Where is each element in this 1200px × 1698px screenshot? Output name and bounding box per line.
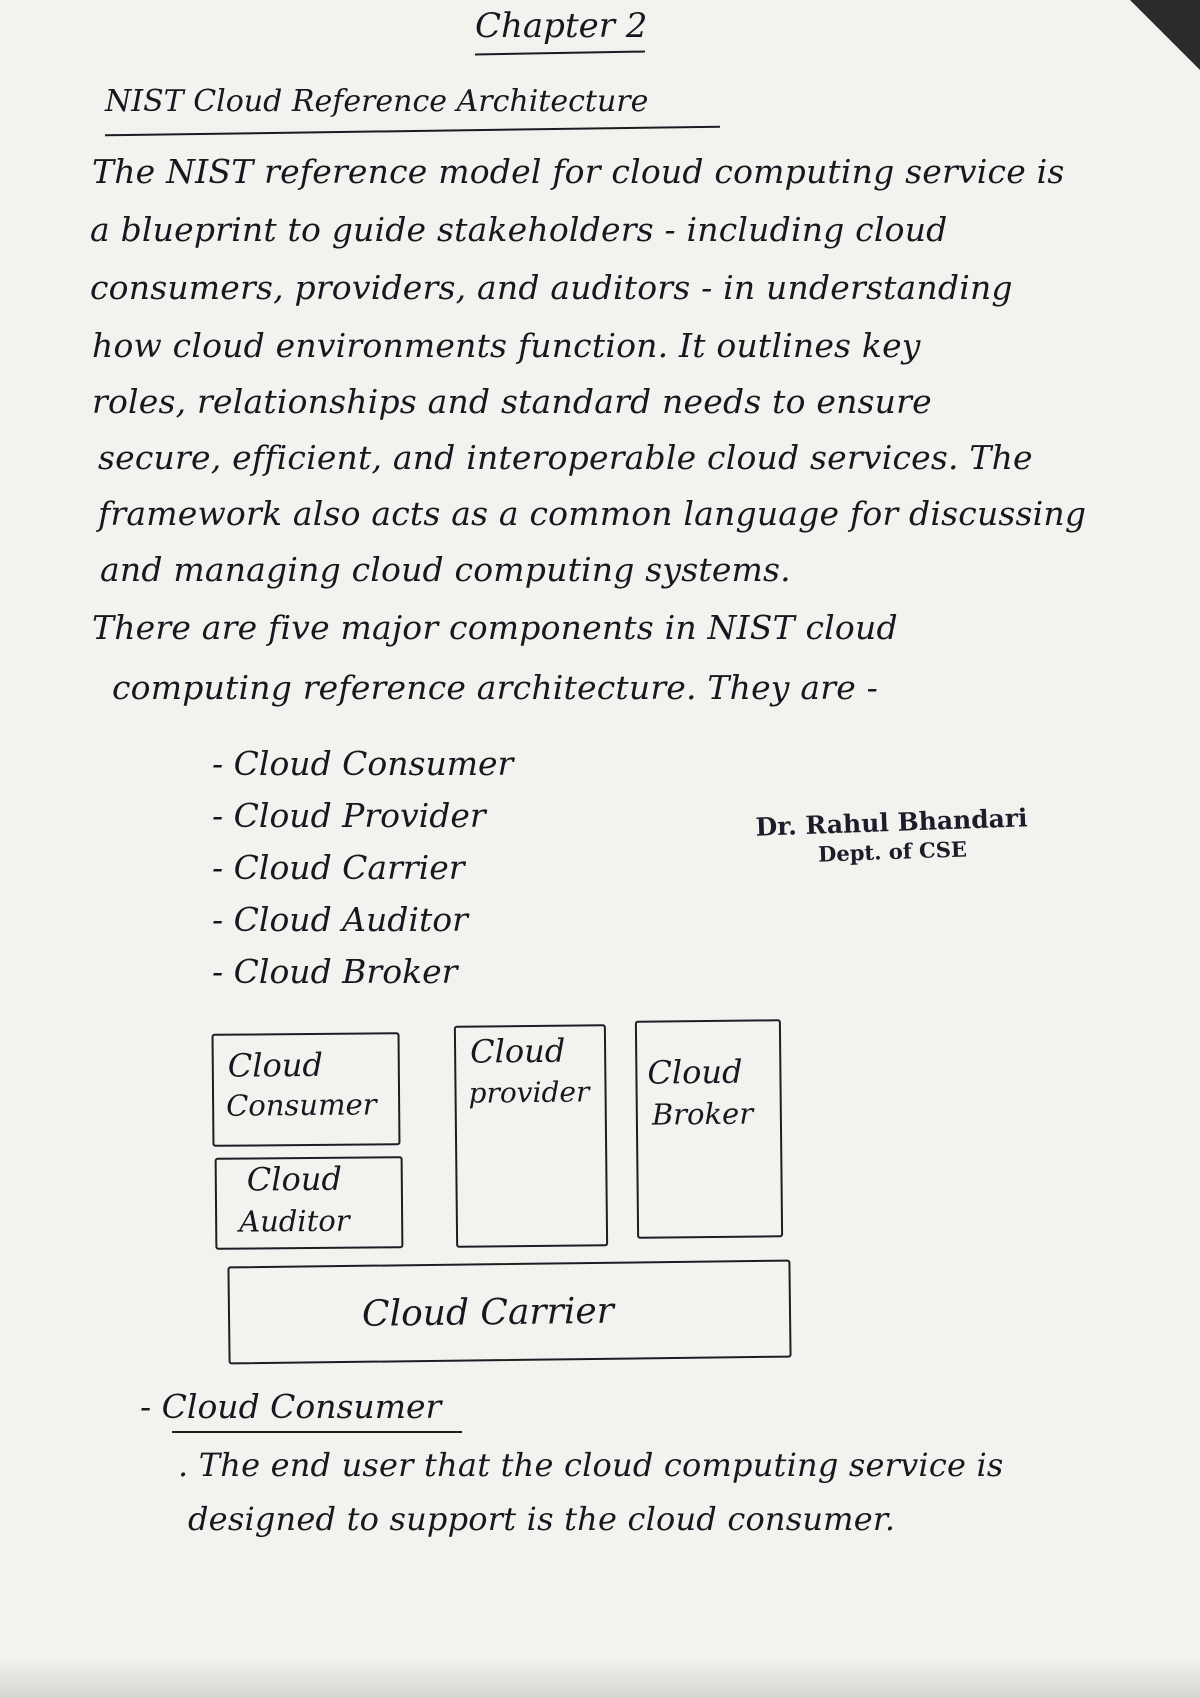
subtitle-underline [105, 126, 720, 137]
stamp-name: Dr. Rahul Bhandari [755, 803, 1028, 842]
intro-line: computing reference architecture. They are - [112, 668, 878, 707]
component-list-item: - Cloud Carrier [212, 848, 465, 887]
paragraph-line: roles, relationships and standard needs to ensure [92, 382, 932, 421]
page-corner-shadow [1130, 0, 1200, 70]
stamp-dept: Dept. of CSE [817, 836, 968, 867]
title-underline [475, 51, 645, 56]
page-title: Chapter 2 [475, 6, 648, 46]
box-label: Broker [651, 1096, 754, 1132]
box-label: Cloud Carrier [361, 1290, 615, 1335]
box-label: Cloud [246, 1159, 343, 1199]
paragraph-line: a blueprint to guide stakeholders - including cloud [90, 210, 948, 249]
diagram-box-auditor [215, 1156, 404, 1250]
component-list-item: - Cloud Provider [212, 796, 486, 835]
diagram-box-provider [454, 1024, 608, 1248]
section-underline [172, 1431, 462, 1433]
section-line: designed to support is the cloud consumer. [188, 1500, 896, 1538]
box-label: Consumer [225, 1087, 377, 1123]
box-label: provider [468, 1075, 590, 1110]
box-label: Cloud [469, 1031, 566, 1071]
paragraph-line: secure, efficient, and interoperable cloud services. The [98, 438, 1033, 477]
section-heading: - Cloud Consumer [140, 1387, 442, 1426]
paragraph-line: and managing cloud computing systems. [100, 550, 791, 589]
paragraph-line: framework also acts as a common language for discussing [98, 494, 1087, 533]
paragraph-line: consumers, providers, and auditors - in understanding [90, 268, 1013, 307]
component-list-item: - Cloud Broker [212, 952, 458, 991]
diagram-box-carrier [227, 1260, 791, 1365]
author-stamp [751, 803, 1033, 869]
diagram-box-consumer [212, 1032, 401, 1147]
intro-line: There are five major components in NIST cloud [92, 608, 898, 647]
paragraph-line: how cloud environments function. It outlines key [92, 326, 921, 365]
paragraph-line: The NIST reference model for cloud computing service is [92, 152, 1065, 191]
box-label: Auditor [239, 1203, 350, 1239]
box-label: Cloud [227, 1045, 324, 1085]
diagram-box-broker [635, 1019, 783, 1239]
box-label: Cloud [647, 1052, 743, 1092]
page-bottom-shadow [0, 1658, 1200, 1698]
section-line: . The end user that the cloud computing service is [178, 1446, 1004, 1484]
component-list-item: - Cloud Consumer [212, 744, 514, 783]
page-subtitle: NIST Cloud Reference Architecture [105, 84, 649, 119]
component-list-item: - Cloud Auditor [212, 900, 468, 939]
